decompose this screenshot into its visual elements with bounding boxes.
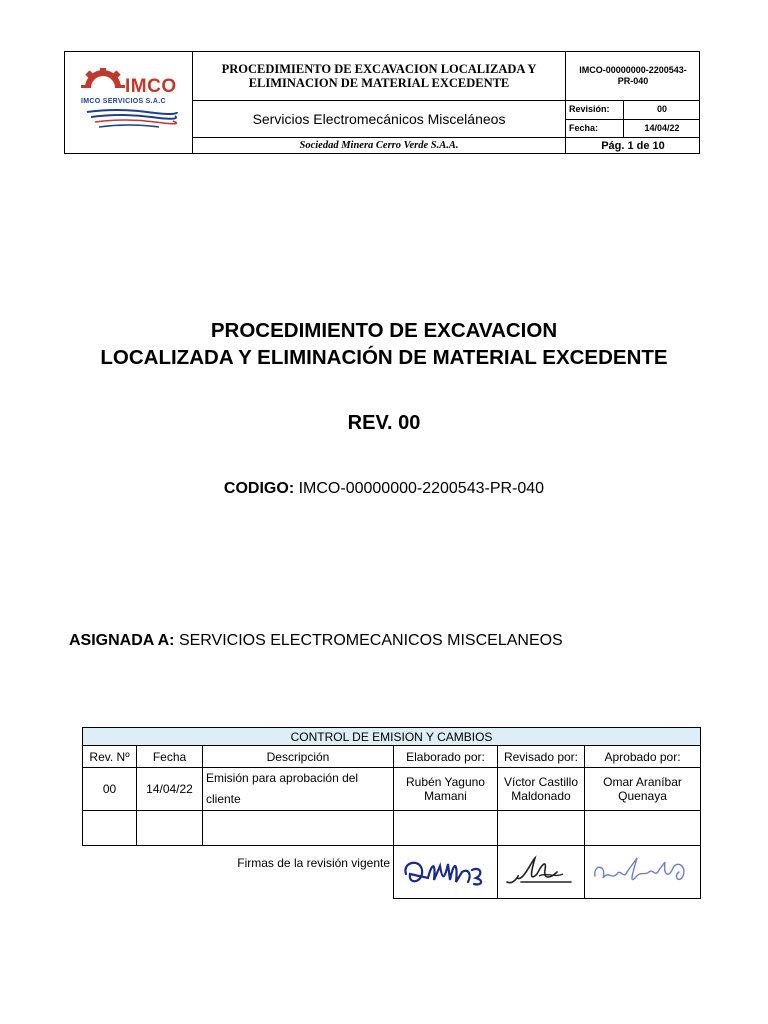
col-header-revisado: Revisado por: [498,746,585,768]
signature-elaborado-image [398,852,494,892]
table-row-empty [83,811,701,846]
header-service: Servicios Electromecánicos Misceláneos [193,101,566,138]
signature-row [83,846,701,899]
cell-blank [137,846,203,899]
page-number: Pág. 1 de 10 [601,139,665,152]
revision-heading: REV. 00 [347,412,421,434]
logo-text: IMCO [125,76,177,97]
cell-aprobado: Omar Araníbar Quenaya [585,768,701,811]
cell-empty [498,811,585,846]
asignada-label: ASIGNADA A: [69,632,175,649]
header-title: PROCEDIMIENTO DE EXCAVACION LOCALIZADA Y ELIMINACION DE MATERIAL EXCEDENTE [193,52,566,101]
client-company: Sociedad Minera Cerro Verde S.A.A. [193,138,566,153]
revision-value: 00 [624,101,700,120]
control-table-header [83,746,701,768]
firmas-label: Firmas de la revisión vigente [237,856,390,870]
col-header-descripcion: Descripción [203,746,394,768]
col-header-rev: Rev. Nº [83,746,137,768]
cell-blank [83,846,137,899]
signature-aprobado-image [589,852,697,892]
document-title-line1: PROCEDIMIENTO DE EXCAVACION [210,319,558,342]
document-header [64,51,700,154]
cell-empty [394,811,498,846]
col-header-elaborado: Elaborado por: [394,746,498,768]
cell-descripcion: Emisión para aprobación del cliente [203,768,394,811]
control-table [82,727,701,899]
date-value: 14/04/22 [624,120,700,138]
signature-revisado [498,846,585,899]
cell-rev: 00 [83,768,137,811]
cell-empty [137,811,203,846]
cell-elaborado: Rubén Yaguno Mamani [394,768,498,811]
col-header-fecha: Fecha [137,746,203,768]
document-title-line2: LOCALIZADA Y ELIMINACIÓN DE MATERIAL EXCEDENTE [100,346,668,369]
signature-elaborado [394,846,498,899]
codigo-line [0,480,768,498]
cell-empty [83,811,137,846]
cell-revisado: Víctor Castillo Maldonado [498,768,585,811]
table-row [83,768,701,811]
control-table-caption: CONTROL DE EMISION Y CAMBIOS [83,728,701,746]
asignada-line [69,632,563,650]
cell-empty [203,811,394,846]
codigo-value: IMCO-00000000-2200543-PR-040 [298,480,545,497]
logo-cell [65,52,193,153]
header-code: IMCO-00000000-2200543-PR-040 [566,52,700,101]
revision-label: Revisión: [566,101,624,120]
date-label: Fecha: [566,120,624,138]
company-logo [77,68,183,138]
cell-empty [585,811,701,846]
signature-aprobado [585,846,701,899]
asignada-value: SERVICIOS ELECTROMECANICOS MISCELANEOS [178,632,563,649]
cell-fecha: 14/04/22 [137,768,203,811]
col-header-aprobado: Aprobado por: [585,746,701,768]
logo-subtext: IMCO SERVICIOS S.A.C [81,98,166,105]
signature-revisado-image [501,852,581,892]
codigo-label: CODIGO: [223,480,295,497]
